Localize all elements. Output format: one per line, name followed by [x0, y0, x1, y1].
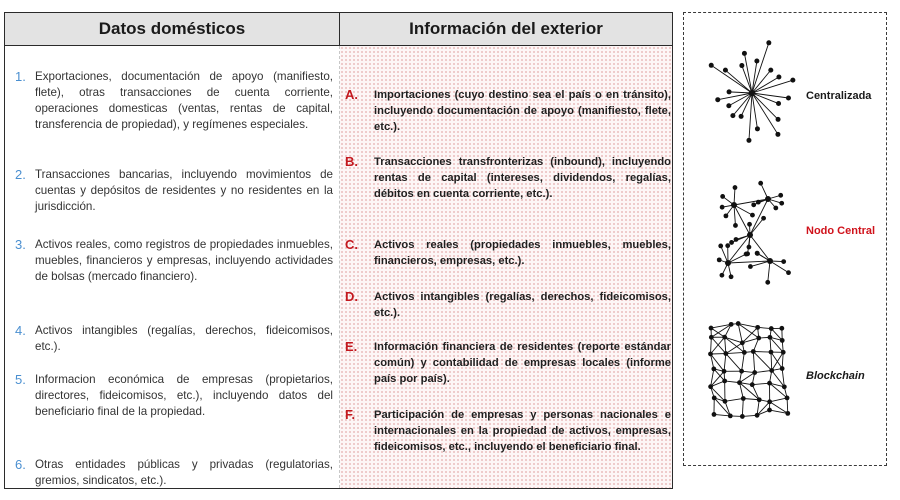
network-node [717, 257, 722, 262]
network-node [731, 202, 737, 208]
network-node [709, 326, 714, 331]
network-node [724, 213, 729, 218]
network-node [711, 367, 716, 372]
item-letter: D. [345, 289, 358, 304]
network-link [724, 354, 726, 372]
network-node [751, 349, 756, 354]
item-text: Otras entidades públicas y privadas (regulatorias, gremios, sindicatos, etc.). [35, 458, 333, 487]
network-node [730, 113, 735, 118]
network-link [711, 65, 752, 93]
item-text: Importaciones (cuyo destino sea el país o en tránsito), incluyendo documentación de apoyo (manifiesto, flete, etc.). [374, 89, 671, 133]
item-number: 5. [15, 372, 26, 387]
network-node [775, 132, 780, 137]
network-link [742, 398, 743, 416]
network-node [729, 240, 734, 245]
network-node [723, 399, 728, 404]
network-node [755, 126, 760, 131]
network-node [739, 63, 744, 68]
blockchain-network-diagram [706, 318, 796, 428]
network-link [725, 337, 743, 343]
item-text: Activos intangibles (regalías, derechos, fideicomisos, etc.). [35, 324, 333, 353]
network-node [790, 78, 795, 83]
network-node [727, 89, 732, 94]
network-node [785, 411, 790, 416]
network-node [768, 335, 773, 340]
network-node [720, 273, 725, 278]
network-link [752, 77, 779, 93]
network-link [714, 414, 730, 415]
item-letter: B. [345, 154, 358, 169]
network-node [739, 114, 744, 119]
network-node [740, 340, 745, 345]
network-node [756, 200, 761, 205]
network-node [755, 325, 760, 330]
network-link [768, 261, 770, 282]
network-node [744, 252, 749, 257]
network-link [711, 337, 725, 353]
item-text: Activos reales, como registros de propiedades inmuebles, muebles, financieros y empresas, incluyendo actividades de bolsas (mercado financiero). [35, 238, 333, 283]
network-link [711, 337, 725, 354]
centralized-network-diagram [706, 35, 796, 155]
item-text: Activos intangibles (regalías, derechos, fideicomisos, etc.). [374, 291, 671, 319]
network-link [752, 383, 769, 385]
network-node [769, 368, 774, 373]
network-node [725, 260, 731, 266]
network-node [723, 68, 728, 73]
network-link [753, 352, 771, 353]
network-node [740, 414, 745, 419]
network-node [751, 202, 756, 207]
network-node [750, 382, 755, 387]
network-node [754, 59, 759, 64]
network-node [746, 138, 751, 143]
foreign-column [340, 46, 672, 488]
item-text: Información financiera de residentes (reporte estándar común) y contabilidad de empresas locales (informe país por país). [374, 341, 671, 385]
network-node [767, 408, 772, 413]
network-link [752, 385, 759, 400]
item-number: 6. [15, 457, 26, 472]
item-letter: C. [345, 237, 358, 252]
network-node [767, 258, 773, 264]
network-node [712, 396, 717, 401]
network-link [742, 352, 745, 371]
item-number: 3. [15, 237, 26, 252]
network-node [769, 350, 774, 355]
network-node [766, 40, 771, 45]
network-link [782, 352, 783, 368]
network-node [729, 322, 734, 327]
network-node [739, 369, 744, 374]
network-link [771, 352, 772, 370]
network-link [755, 370, 772, 372]
network-link [770, 398, 787, 402]
network-node [756, 336, 761, 341]
network-node [768, 68, 773, 73]
network-node [778, 193, 783, 198]
network-node [757, 397, 762, 402]
network-node [720, 205, 725, 210]
item-letter: E. [345, 339, 358, 354]
network-node [722, 335, 727, 340]
network-node [782, 384, 787, 389]
network-node [758, 181, 763, 186]
network-node [742, 51, 747, 56]
network-node [729, 274, 734, 279]
network-node [708, 352, 713, 357]
network-node [747, 245, 752, 250]
network-node [767, 399, 772, 404]
network-link [752, 80, 793, 93]
network-link [711, 337, 712, 354]
network-node [761, 216, 766, 221]
header-domestic: Datos domésticos [5, 13, 340, 46]
item-text: Exportaciones, documentación de apoyo (manifiesto, flete), otras transacciones de cuenta corriente, operaciones domesticas (ventas, rentas de capital, transferencia de propiedad), y regímenes especiales. [35, 70, 333, 131]
network-node [715, 97, 720, 102]
network-node [747, 232, 753, 238]
network-node [779, 326, 784, 331]
network-link [739, 373, 754, 383]
network-node [709, 335, 714, 340]
network-link [752, 93, 778, 119]
network-link [725, 398, 743, 401]
network-node [781, 350, 786, 355]
network-node [734, 237, 739, 242]
item-letter: A. [345, 87, 358, 102]
network-link [726, 352, 744, 353]
item-letter: F. [345, 407, 356, 422]
network-node [767, 381, 772, 386]
item-text: Transacciones transfronterizas (inbound), incluyendo rentas de capital (intereses, dividendos, regalías, débitos en cuenta corriente, etc.). [374, 156, 671, 200]
network-node [718, 244, 723, 249]
network-link [743, 398, 759, 399]
network-link [753, 352, 754, 373]
network-node [776, 117, 781, 122]
network-node [750, 213, 755, 218]
network-node [748, 264, 753, 269]
network-link [750, 235, 770, 261]
network-node [779, 201, 784, 206]
network-node [749, 90, 755, 96]
network-node [736, 321, 741, 326]
network-node [733, 223, 738, 228]
item-text: Activos reales (propiedades inmuebles, muebles, financieros, empresas, etc.). [374, 239, 671, 267]
label-nodo-central: Nodo Central [806, 225, 876, 237]
network-link [734, 199, 768, 205]
network-node [776, 74, 781, 79]
network-link [771, 352, 782, 368]
network-node [785, 396, 790, 401]
label-blockchain: Blockchain [806, 370, 865, 382]
network-node [733, 185, 738, 190]
network-node [742, 350, 747, 355]
central-node-network-diagram [706, 175, 796, 295]
network-node [722, 369, 727, 374]
network-node [752, 370, 757, 375]
network-node [755, 413, 760, 418]
comparison-table [4, 12, 673, 489]
network-link [752, 93, 757, 129]
network-link [728, 254, 746, 263]
network-link [729, 92, 752, 93]
network-node [781, 259, 786, 264]
network-node [709, 63, 714, 68]
network-node [769, 326, 774, 331]
network-link [749, 93, 752, 140]
item-number: 1. [15, 69, 26, 84]
network-link [752, 43, 769, 93]
label-centralizada: Centralizada [806, 90, 872, 102]
network-node [725, 243, 730, 248]
header-foreign: Información del exterior [340, 13, 672, 46]
item-number: 2. [15, 167, 26, 182]
item-text: Informacion económica de empresas (propietarios, directores, fideicomisos, etc.), incluyendo datos del beneficiario final de la propiedad. [35, 373, 333, 418]
network-node [720, 194, 725, 199]
network-node [780, 338, 785, 343]
domestic-column [5, 46, 340, 488]
network-link [726, 354, 742, 372]
network-node [722, 379, 727, 384]
network-node [786, 270, 791, 275]
item-number: 4. [15, 323, 26, 338]
network-node [728, 414, 733, 419]
network-node [726, 103, 731, 108]
network-node [765, 196, 771, 202]
network-link [725, 337, 726, 353]
network-node [765, 280, 770, 285]
network-node [755, 251, 760, 256]
network-types-panel [683, 12, 887, 466]
item-text: Participación de empresas y personas nacionales e internacionales en la propiedad de activos, empresas, fideicomisos, etc., incluyendo el beneficiario final. [374, 409, 671, 453]
network-node [723, 351, 728, 356]
network-node [741, 396, 746, 401]
item-text: Transacciones bancarias, incluyendo movimientos de cuentas y depósitos de residentes y no residentes en la jurisdicción. [35, 168, 333, 213]
network-node [773, 206, 778, 211]
network-node [747, 222, 752, 227]
network-node [737, 380, 742, 385]
network-node [712, 412, 717, 417]
network-node [786, 95, 791, 100]
network-node [780, 366, 785, 371]
network-link [753, 352, 771, 371]
network-node [776, 101, 781, 106]
network-node [708, 384, 713, 389]
